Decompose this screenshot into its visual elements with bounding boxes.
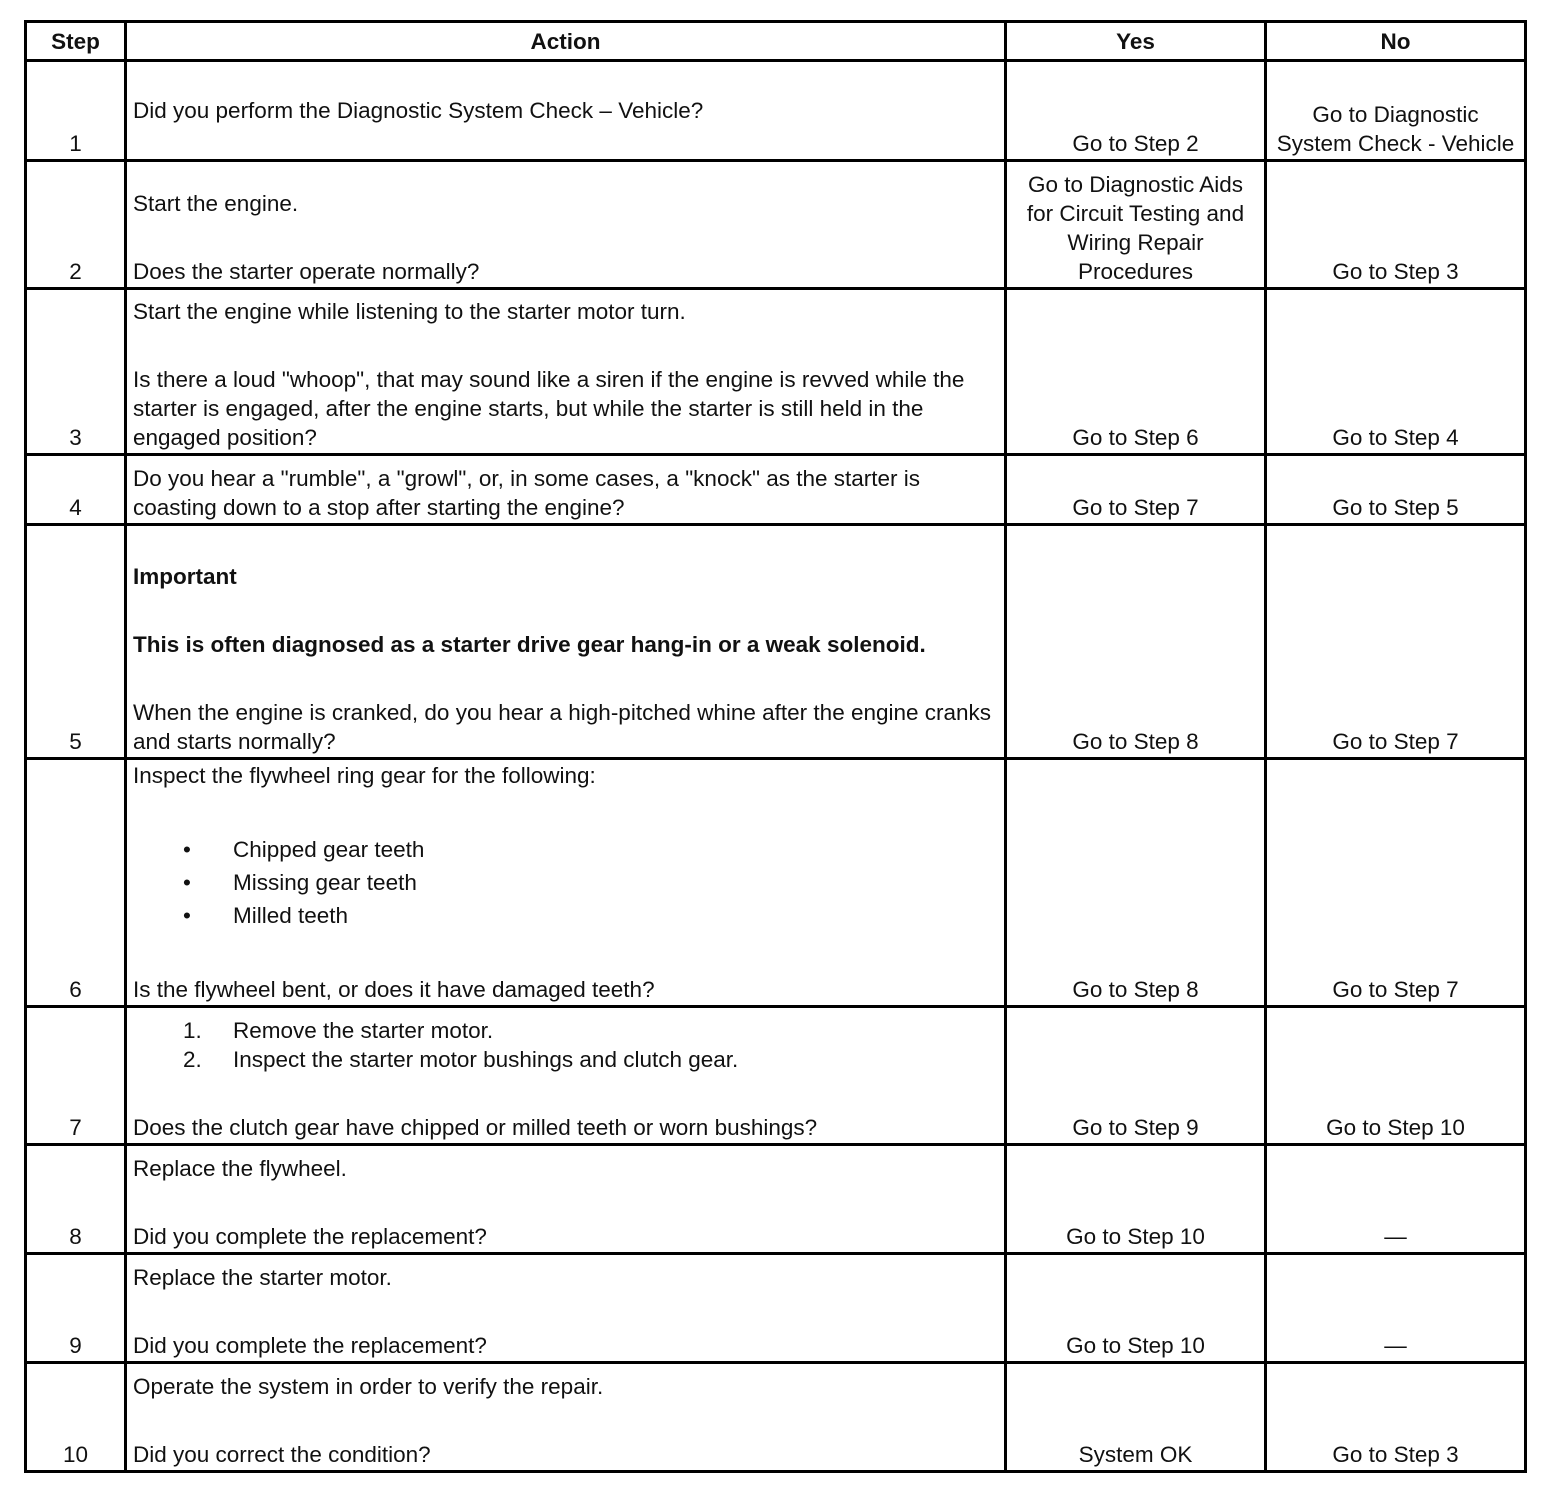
action-question: Does the clutch gear have chipped or milled teeth or worn bushings? (133, 1115, 818, 1140)
action-question: When the engine is cranked, do you hear a high-pitched whine after the engine cranks and starts normally? (133, 700, 992, 754)
step-number: 9 (26, 1254, 126, 1363)
header-yes: Yes (1006, 22, 1266, 61)
no-cell: Go to Step 4 (1266, 289, 1526, 455)
action-question: Did you perform the Diagnostic System Check – Vehicle? (133, 98, 704, 123)
header-row (26, 22, 1526, 61)
yes-cell: Go to Step 7 (1006, 455, 1266, 525)
action-intro: Inspect the flywheel ring gear for the following: (133, 763, 596, 788)
action-cell (126, 759, 1006, 1007)
yes-cell: Go to Step 6 (1006, 289, 1266, 455)
no-cell: Go to Step 10 (1266, 1007, 1526, 1145)
action-cell (126, 1254, 1006, 1363)
list-item (133, 1045, 998, 1074)
action-intro: Replace the flywheel. (133, 1156, 347, 1181)
action-question: Is the flywheel bent, or does it have damaged teeth? (133, 977, 655, 1002)
no-cell: — (1266, 1145, 1526, 1254)
no-cell: Go to Diagnostic System Check - Vehicle (1266, 61, 1526, 161)
header-no: No (1266, 22, 1526, 61)
list-item: • Missing gear teeth (133, 866, 998, 899)
action-intro: Start the engine while listening to the starter motor turn. (133, 299, 686, 324)
step-number: 5 (26, 525, 126, 759)
header-action: Action (126, 22, 1006, 61)
action-question: Is there a loud "whoop", that may sound like a siren if the engine is revved while the starter is engaged, after the engine starts, but while the starter is still held in the engaged position? (133, 367, 965, 450)
action-question: Does the starter operate normally? (133, 259, 480, 284)
list-text: Remove the starter motor. (233, 1018, 494, 1043)
no-cell: Go to Step 7 (1266, 525, 1526, 759)
action-intro: Replace the starter motor. (133, 1265, 392, 1290)
action-cell (126, 1363, 1006, 1472)
list-number: 2. (183, 1047, 202, 1072)
action-question: Do you hear a "rumble", a "growl", or, in some cases, a "knock" as the starter is coasting down to a stop after starting the engine? (133, 466, 921, 520)
table-row (26, 1363, 1526, 1472)
header-step: Step (26, 22, 126, 61)
list-item: • Milled teeth (133, 899, 998, 932)
no-cell: Go to Step 5 (1266, 455, 1526, 525)
table-row (26, 61, 1526, 161)
yes-cell: Go to Step 9 (1006, 1007, 1266, 1145)
action-cell (126, 525, 1006, 759)
no-cell: Go to Step 3 (1266, 1363, 1526, 1472)
action-question: Did you correct the condition? (133, 1442, 431, 1467)
numbered-list (133, 1016, 998, 1074)
step-number: 1 (26, 61, 126, 161)
yes-cell: Go to Step 10 (1006, 1254, 1266, 1363)
action-cell (126, 161, 1006, 289)
action-cell (126, 455, 1006, 525)
table-row (26, 455, 1526, 525)
table-row (26, 525, 1526, 759)
action-cell (126, 1007, 1006, 1145)
action-cell (126, 1145, 1006, 1254)
step-number: 7 (26, 1007, 126, 1145)
action-cell (126, 289, 1006, 455)
action-cell (126, 61, 1006, 161)
yes-cell: Go to Diagnostic Aids for Circuit Testing and Wiring Repair Procedures (1006, 161, 1266, 289)
action-question: Did you complete the replacement? (133, 1224, 487, 1249)
step-number: 3 (26, 289, 126, 455)
yes-cell: Go to Step 10 (1006, 1145, 1266, 1254)
table-row (26, 759, 1526, 1007)
yes-cell: Go to Step 8 (1006, 759, 1266, 1007)
table-row (26, 161, 1526, 289)
list-item (133, 1016, 998, 1045)
table-row (26, 1145, 1526, 1254)
important-note: This is often diagnosed as a starter drive gear hang-in or a weak solenoid. (133, 632, 926, 657)
yes-cell: Go to Step 8 (1006, 525, 1266, 759)
diagnostic-table (24, 20, 1527, 1473)
step-number: 2 (26, 161, 126, 289)
no-cell: — (1266, 1254, 1526, 1363)
bullet-list (133, 833, 998, 932)
action-question: Did you complete the replacement? (133, 1333, 487, 1358)
yes-cell: System OK (1006, 1363, 1266, 1472)
step-number: 8 (26, 1145, 126, 1254)
important-label: Important (133, 564, 237, 589)
step-number: 4 (26, 455, 126, 525)
action-intro: Start the engine. (133, 191, 299, 216)
table-row (26, 1254, 1526, 1363)
step-number: 6 (26, 759, 126, 1007)
yes-cell: Go to Step 2 (1006, 61, 1266, 161)
step-number: 10 (26, 1363, 126, 1472)
action-intro: Operate the system in order to verify the repair. (133, 1374, 604, 1399)
no-cell: Go to Step 7 (1266, 759, 1526, 1007)
table-row (26, 289, 1526, 455)
list-text: Inspect the starter motor bushings and clutch gear. (233, 1047, 739, 1072)
list-number: 1. (183, 1018, 202, 1043)
list-item: • Chipped gear teeth (133, 833, 998, 866)
no-cell: Go to Step 3 (1266, 161, 1526, 289)
table-row (26, 1007, 1526, 1145)
